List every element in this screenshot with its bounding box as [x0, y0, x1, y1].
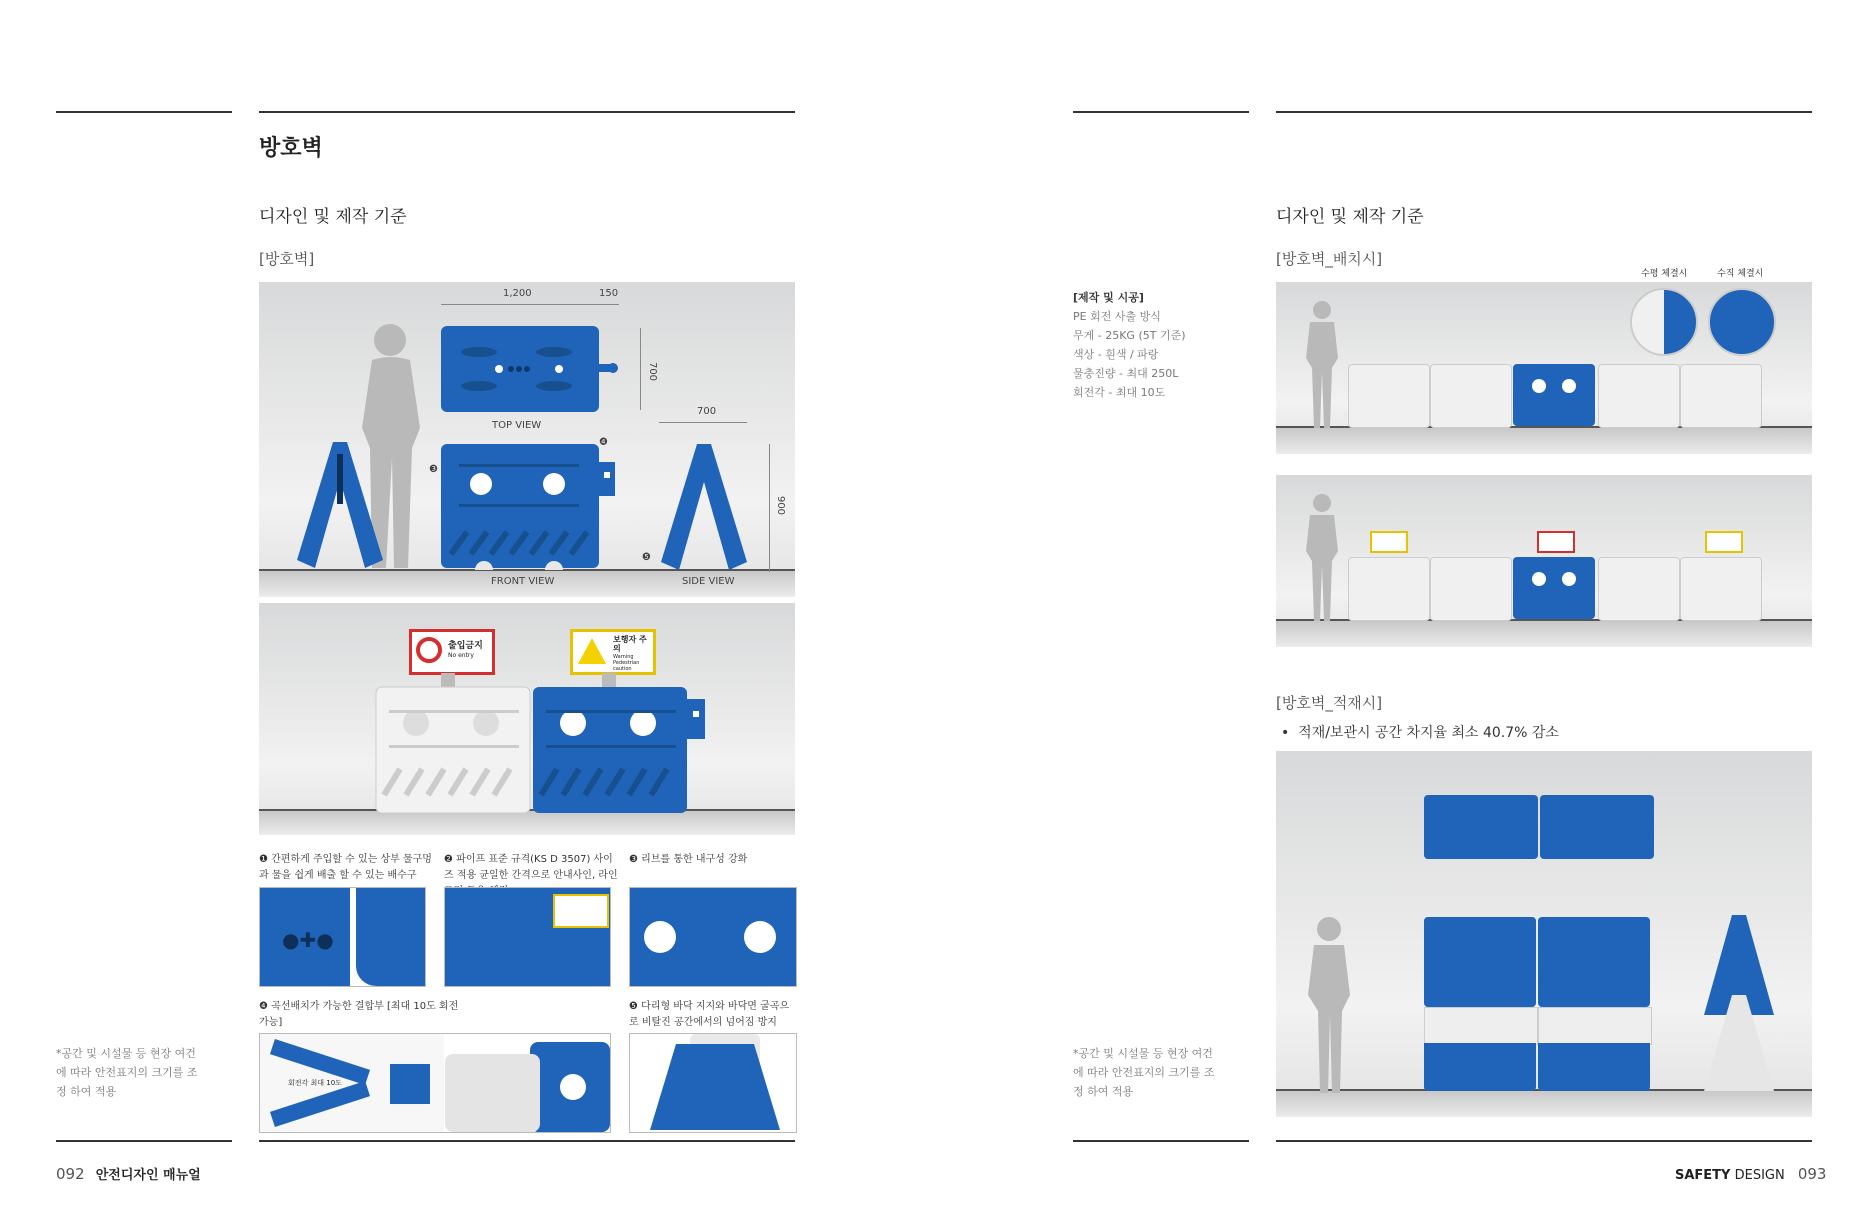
detail-drain-fill [356, 888, 425, 986]
spec-line-3: 색상 - 흰색 / 파랑 [1073, 348, 1159, 361]
left-main-top-rule [259, 111, 795, 113]
feature-3-text: 리브를 통한 내구성 강화 [641, 854, 748, 865]
side-a-frame-left [295, 440, 385, 570]
warning-sign-small-2 [1705, 531, 1743, 553]
dim-top-width: 1,200 [503, 288, 532, 299]
white-barrier-f [1430, 557, 1512, 621]
barrier-signs-panel [259, 603, 795, 835]
spec-line-2: 무게 - 25KG (5T 기준) [1073, 329, 1186, 342]
feature-4-caption [259, 999, 459, 1031]
blue-barrier-hole-1 [1532, 379, 1546, 393]
barrier-label: [방호벽] [259, 250, 315, 268]
left-side-note: *공간 및 시설물 등 현장 여건에 따라 안전표지의 크기를 조정 하여 적용 [56, 1047, 198, 1098]
dim-line-side [659, 422, 747, 423]
placement-label: [방호벽_배치시] [1276, 250, 1383, 268]
left-footer-title: 안전디자인 매뉴얼 [95, 1168, 201, 1183]
detail-rib-hole-1 [644, 921, 676, 953]
placement-ground-1 [1276, 426, 1812, 454]
left-margin-top-rule [56, 111, 232, 113]
joint-block [390, 1064, 430, 1104]
white-barrier-h [1680, 557, 1762, 621]
section-subtitle: 디자인 및 제작 기준 [259, 207, 407, 227]
dim-side-height: 900 [775, 495, 787, 516]
spec-line-4: 물충진량 - 최대 250L [1073, 367, 1179, 380]
no-entry-text: 출입금지 [448, 641, 483, 651]
spec-line-1: PE 회전 사출 방식 [1073, 310, 1161, 323]
right-page-number: 093 [1797, 1165, 1827, 1183]
white-barrier-a [1348, 364, 1430, 428]
front-view-label: FRONT VIEW [491, 576, 555, 587]
feature-4-num: ❹ [259, 1001, 268, 1012]
left-margin-bottom-rule [56, 1140, 232, 1142]
right-subtitle: 디자인 및 제작 기준 [1276, 207, 1424, 227]
stack-ground [1276, 1089, 1812, 1117]
feature-2-text: 파이프 표준 규격(KS D 3507) 사이즈 적용 균일한 간격으로 안내사인, 라인 [444, 854, 618, 881]
connector-detail-horizontal [1630, 288, 1698, 356]
side-view-label: SIDE VIEW [682, 576, 735, 587]
stack-blue-2 [1538, 917, 1650, 1007]
feature-5-text: 다리형 바닥 지지와 바닥면 굴곡으로 비탈진 공간에서의 넘어짐 방지 [629, 1001, 790, 1028]
stack-blue-1 [1424, 917, 1536, 1007]
joint-photo-hole [560, 1074, 586, 1100]
person-silhouette-4 [1304, 915, 1354, 1095]
stack-blue-4 [1538, 1043, 1650, 1091]
joint-photo-white [445, 1054, 540, 1132]
right-margin-bottom-rule [1073, 1140, 1249, 1142]
barrier-views-panel [259, 282, 795, 597]
no-entry-icon [416, 637, 442, 663]
callout-3: ❸ [429, 464, 438, 475]
white-barrier-e [1348, 557, 1430, 621]
feature-5-caption [629, 999, 795, 1031]
dim-top-ext: 150 [599, 288, 619, 299]
right-footer [1675, 1164, 1826, 1183]
detail-pipe-sign-board [553, 894, 609, 928]
detail-water-hole [259, 887, 426, 987]
connector-label-horizontal: 수평 체결시 [1641, 269, 1688, 279]
pedestrian-text: 보행자 주의 [613, 635, 647, 653]
rotation-label: 회전각 최대 10도 [288, 1079, 342, 1087]
stacking-panel [1276, 751, 1812, 1117]
spec-line-5: 회전각 - 최대 10도 [1073, 386, 1166, 399]
placement-panel-2 [1276, 475, 1812, 647]
page-title: 방호벽 [259, 136, 323, 161]
stack-blue-3 [1424, 1043, 1536, 1091]
no-entry-en: No entry [448, 652, 474, 659]
feature-4-text: 곡선배치가 가능한 결합부 [최대 10도 회전 가능] [259, 1001, 459, 1028]
stack-white-1 [1424, 1007, 1538, 1045]
connector-label-vertical: 수직 체결시 [1717, 269, 1764, 279]
right-margin-top-rule [1073, 111, 1249, 113]
stack-bullet [1281, 722, 1559, 742]
white-barrier-g [1598, 557, 1680, 621]
spec-block [1073, 288, 1243, 402]
stack-top-view-2 [1540, 795, 1654, 859]
feature-2-num: ❷ [444, 854, 453, 865]
blue-barrier [531, 685, 711, 815]
blue-barrier-center-2 [1513, 557, 1595, 619]
right-side-note: *공간 및 시설물 등 현장 여건에 따라 안전표지의 크기를 조정 하여 적용 [1073, 1047, 1215, 1098]
placement-panel-1 [1276, 282, 1812, 454]
warning-triangle-icon [578, 638, 606, 664]
white-barrier-b [1430, 364, 1512, 428]
right-main-top-rule [1276, 111, 1812, 113]
bullet-dot: • [1281, 725, 1299, 741]
no-entry-sign-small [1537, 531, 1575, 553]
side-view-a-frame [659, 442, 749, 572]
blue-barrier-hole-2 [1562, 379, 1576, 393]
stack-top-view-1 [1424, 795, 1538, 859]
dim-side-width: 700 [697, 406, 717, 417]
detail-water-hole-dots: ●✚● [282, 928, 334, 952]
callout-5: ❺ [642, 552, 651, 563]
detail-rib [629, 887, 797, 987]
feature-1-text: 간편하게 주입할 수 있는 상부 물구멍과 물을 쉽게 배출 할 수 있는 배수구 [259, 854, 432, 881]
white-barrier-d [1680, 364, 1762, 428]
pedestrian-en: Warning Pedestrian caution [613, 654, 640, 672]
blue-barrier-2-hole-2 [1562, 572, 1576, 586]
feature-5-num: ❺ [629, 1001, 638, 1012]
dim-line-top [441, 304, 619, 305]
feature-1-caption [259, 852, 434, 884]
dim-top-height: 700 [647, 361, 659, 382]
dim-line-side-height [769, 444, 770, 572]
feature-1-num: ❶ [259, 854, 268, 865]
detail-pipe-sign [444, 887, 611, 987]
warning-sign-small-1 [1370, 531, 1408, 553]
white-barrier [374, 685, 534, 815]
top-view-label: TOP VIEW [492, 420, 542, 431]
footer-brand-rest: DESIGN [1730, 1168, 1785, 1183]
detail-leg-support [629, 1033, 797, 1133]
stack-white-2 [1538, 1007, 1652, 1045]
pedestrian-sign [570, 629, 656, 675]
footer-brand-bold: SAFETY [1675, 1168, 1731, 1183]
right-main-bottom-rule [1276, 1140, 1812, 1142]
no-entry-sign [409, 629, 495, 675]
left-main-bottom-rule [259, 1140, 795, 1142]
person-silhouette-3 [1302, 491, 1342, 623]
dim-line-height [640, 328, 641, 410]
detail-joint-rotation [259, 1033, 611, 1133]
left-page-number: 092 [56, 1165, 85, 1183]
white-barrier-c [1598, 364, 1680, 428]
feature-3-num: ❸ [629, 854, 638, 865]
blue-barrier-2-hole-1 [1532, 572, 1546, 586]
connector-detail-vertical [1708, 288, 1776, 356]
blue-barrier-center [1513, 364, 1595, 426]
front-view-barrier [439, 442, 619, 570]
person-silhouette-2 [1302, 298, 1342, 430]
stack-bullet-text: 적재/보관시 공간 차지율 최소 40.7% 감소 [1298, 725, 1559, 741]
spec-heading: [제작 및 시공] [1073, 291, 1144, 304]
top-view-barrier [439, 324, 619, 414]
left-footer [56, 1164, 201, 1183]
placement-ground-2 [1276, 619, 1812, 647]
detail-rib-hole-2 [744, 921, 776, 953]
leg-photo-blue [650, 1044, 780, 1130]
feature-3-caption [629, 852, 795, 868]
callout-4: ❹ [599, 437, 608, 448]
stack-label: [방호벽_적재시] [1276, 694, 1383, 712]
